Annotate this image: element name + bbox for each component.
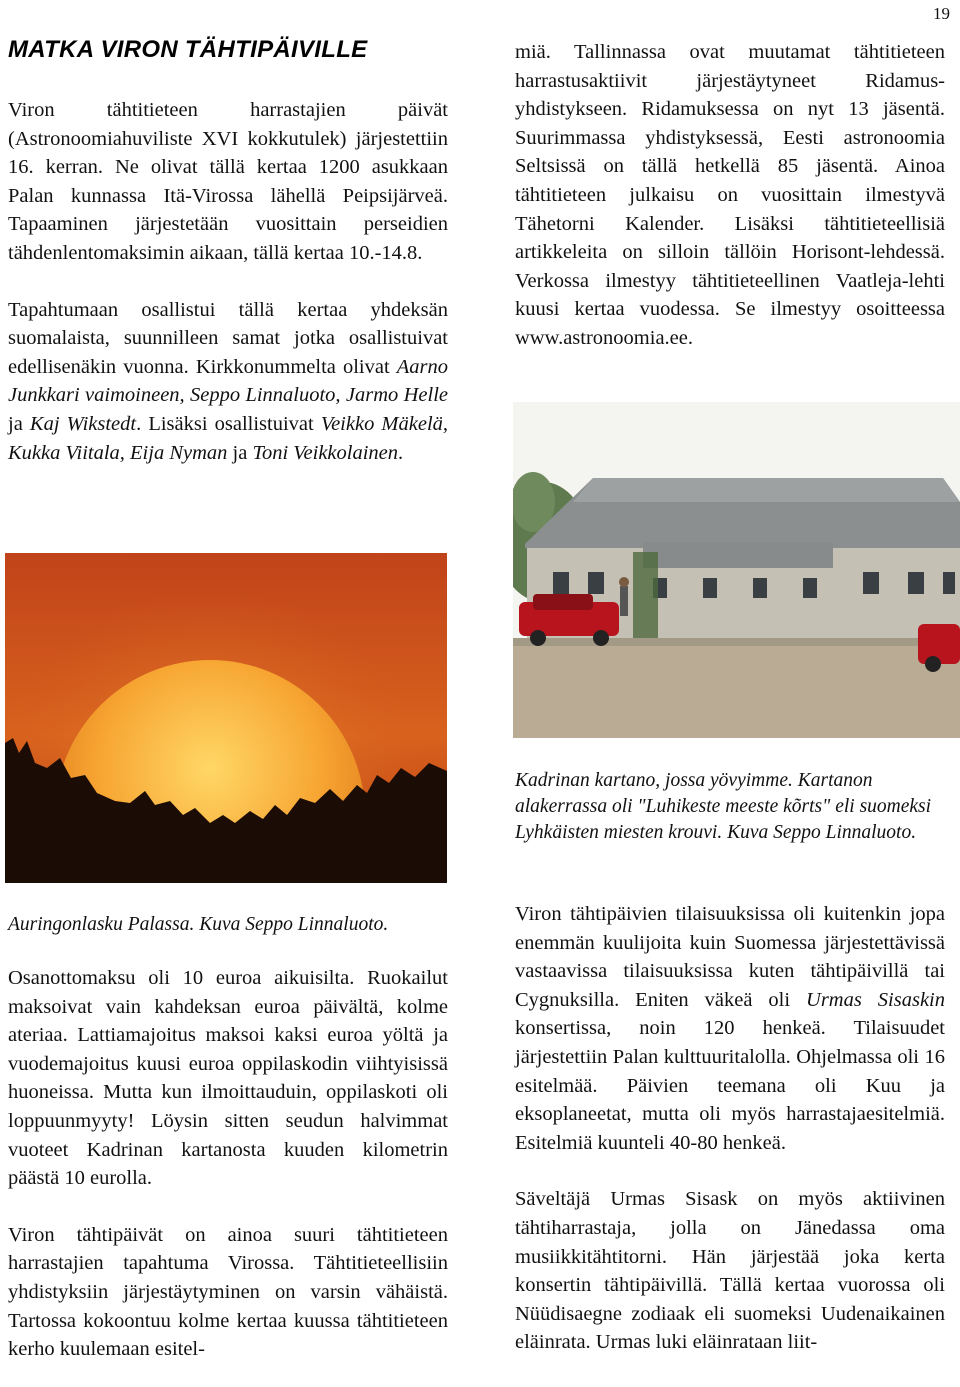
- left-column-bottom: [8, 964, 448, 1364]
- right-column-top: [515, 38, 945, 353]
- fees-paragraph: Osanottomaksu oli 10 euroa aikuisilta. Ruokailut maksoivat vain kahdeksan euroa päivältä, kolme ateriaa. Lattiamajoitus maksoi kaksi euroa yöltä ja vuodemajoitus kuusi euroa oppilaskodin viihtyisissä huoneissa. Mutta kun ilmoittauduin, oppilaskoti oli loppuunmyyty! Löysin sitten seudun halvimmat vuoteet Kadrinan kartanosta kuuden kilometrin päästä 10 eurolla.: [8, 967, 448, 1190]
- composer-paragraph: Säveltäjä Urmas Sisask on myös aktiivinen tähtiharrastaja, jolla on Jänedassa oma musiikkitähtitorni. Hän järjestää joka kerta konsertin tähtipäivillä. Tällä kertaa vuorossa oli Nüüdisaegne zodiaak eli suomeksi Uudenaikainen eläinrata. Urmas luki eläinrataan liit-: [515, 1188, 945, 1354]
- article-title: MATKA VIRON TÄHTIPÄIVILLE: [8, 36, 368, 63]
- manor-photo: [513, 402, 960, 738]
- participants-paragraph: Tapahtumaan osallistui tällä kertaa yhdeksän suomalaista, suunnilleen samat jotka osallistuivat edellisenäkin vuonna. Kirkkonummelta olivat Aarno Junkkari vaimoineen, Seppo Linnaluoto, Jarmo Helle ja Kaj Wikstedt. Lisäksi osallistuivat Veikko Mäkelä, Kukka Viitala, Eija Nyman ja Toni Veikkolainen.: [8, 298, 449, 464]
- manor-caption: Kadrinan kartano, jossa yövyimme. Kartanon alakerrassa oli "Luhikeste meeste kõrts" eli suomeksi Lyhkäisten miesten krouvi. Kuva Seppo Linnaluoto.: [515, 770, 932, 843]
- page-number: 19: [933, 4, 950, 23]
- sunset-caption: Auringonlasku Palassa. Kuva Seppo Linnaluoto.: [8, 914, 389, 935]
- right-column-bottom: [515, 900, 945, 1357]
- event-paragraph: Viron tähtipäivät on ainoa suuri tähtitieteen harrastajien tapahtuma Virossa. Tähtitieteellisiin yhdistyksiin järjestäytyminen on varsin vähäistä. Tartossa kokoontuu kolme kertaa kuussa tähtitieteen kerho kuulemaan esitel-: [8, 1223, 448, 1361]
- intro-paragraph: Viron tähtitieteen harrastajien päivät (Astronoomiahuviliste XVI kokkutulek) järjestettiin 16. kerran. Ne olivat tällä kertaa 1200 asukkaan Palan kunnassa Itä-Virossa lähellä Peipsijärveä. Tapaaminen järjestetään vuosittain perseidien tähdenlentomaksimin aikaan, tällä kertaa 10.-14.8.: [8, 99, 448, 264]
- attendance-paragraph: Viron tähtipäivien tilaisuuksissa oli kuitenkin jopa enemmän kuulijoita kuin Suomessa järjestettävissä vastaavissa tilaisuuksissa kuten tähtipäivillä tai Cygnuksilla. Eniten väkeä oli Urmas Sisaskin konsertissa, noin 120 henkeä. Tilaisuudet järjestettiin Palan kulttuuritalolla. Ohjelmassa oli 16 esitelmää. Päivien teemana oli Kuu ja eksoplaneetat, mutta oli myös harrastajaesitelmiä. Esitelmiä kuunteli 40-80 henkeä.: [515, 903, 945, 1154]
- sunset-photo: [5, 553, 447, 883]
- left-column-top: [8, 96, 448, 467]
- associations-paragraph: miä. Tallinnassa ovat muutamat tähtitieteen harrastusaktiivit järjestäytyneet Ridamus-yhdistykseen. Ridamuksessa on nyt 13 jäsentä. Suurimmassa yhdistyksessä, Eesti astronoomia Seltsissä on tällä hetkellä 85 jäsentä. Ainoa tähtitieteen julkaisu on vuosittain ilmestyvä Tähetorni Kalender. Lisäksi tähtitieteellisiä artikkeleita on silloin tällöin Horisont-lehdessä. Verkossa ilmestyy tähtitieteellinen Vaatleja-lehti kuusi kertaa vuodessa. Se ilmestyy osoitteessa www.astronoomia.ee.: [515, 41, 945, 349]
